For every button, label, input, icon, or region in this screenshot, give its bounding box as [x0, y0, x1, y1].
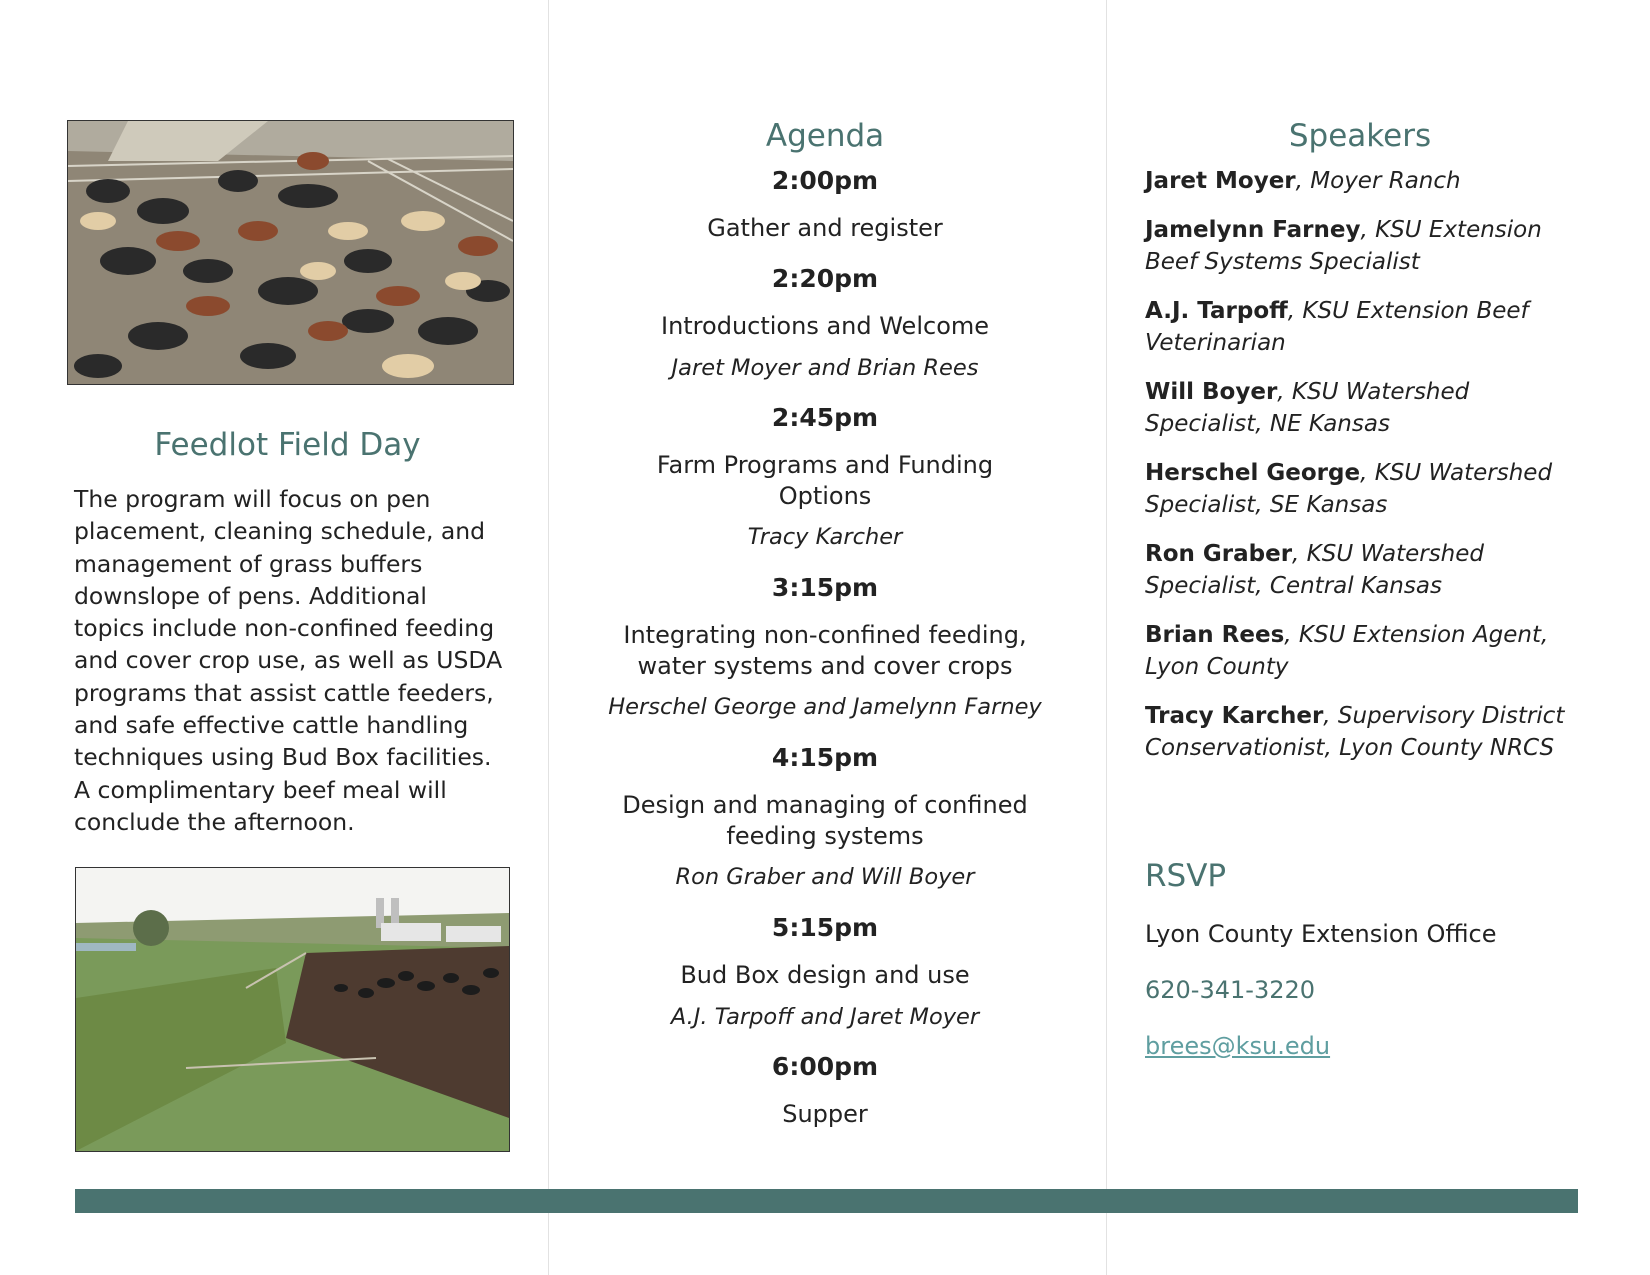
- agenda-heading: Agenda: [765, 118, 885, 154]
- speaker-name: Jaret Moyer: [1145, 168, 1296, 194]
- agenda-time: 3:15pm: [771, 573, 879, 602]
- agenda-item: [565, 403, 1085, 552]
- speaker-role: , KSU Watershed Specialist, NE Kansas: [1145, 379, 1470, 437]
- agenda-session-title: Integrating non-confined feeding, water systems and cover crops: [623, 621, 1027, 680]
- column-divider-right: [1106, 0, 1107, 1275]
- agenda-item: [565, 166, 1085, 244]
- agenda-item: [565, 573, 1085, 722]
- speaker-entry: [1145, 214, 1585, 278]
- speaker-name: Herschel George: [1145, 460, 1361, 486]
- agenda-time: 2:45pm: [771, 403, 879, 432]
- speaker-name: Tracy Karcher: [1145, 703, 1324, 729]
- speaker-entry: [1145, 619, 1585, 683]
- agenda-item: [565, 1052, 1085, 1130]
- feedlot-pens-photo: [75, 867, 510, 1152]
- speaker-role: , KSU Watershed Specialist, Central Kansas: [1145, 541, 1485, 599]
- footer-accent-bar: [75, 1189, 1578, 1213]
- panel-title: Feedlot Field Day: [154, 427, 421, 463]
- speaker-name: Jamelynn Farney: [1145, 217, 1361, 243]
- rsvp-phone: 620-341-3220: [1145, 976, 1316, 1004]
- speaker-entry: [1145, 457, 1585, 521]
- agenda-session-title: Introductions and Welcome: [660, 312, 990, 340]
- feedlot-cattle-photo: [67, 120, 514, 385]
- agenda-session-title: Design and managing of confined feeding systems: [622, 791, 1028, 850]
- agenda-presenter: A.J. Tarpoff and Jaret Moyer: [670, 1003, 980, 1030]
- agenda-presenter: Tracy Karcher: [747, 524, 903, 550]
- speaker-role: , KSU Extension Beef Veterinarian: [1145, 298, 1529, 356]
- program-description: The program will focus on pen placement, cleaning schedule, and management of grass buffers downslope of pens. Additional topics include non-confined feeding and cover crop use, as well as USDA programs that assist cattle feeders, and safe effective cattle handling techniques using Bud Box facilities. A complimentary beef meal will conclude the afternoon.: [74, 485, 503, 836]
- agenda-item: [565, 913, 1085, 1032]
- agenda-presenter: Herschel George and Jamelynn Farney: [608, 694, 1042, 720]
- speaker-entry: [1145, 295, 1585, 359]
- agenda-presenter: Ron Graber and Will Boyer: [675, 864, 975, 890]
- rsvp-email-link[interactable]: brees@ksu.edu: [1145, 1032, 1331, 1060]
- speaker-entry: [1145, 538, 1585, 602]
- agenda-presenter: Jaret Moyer and Brian Rees: [671, 354, 979, 381]
- rsvp-heading: RSVP: [1145, 858, 1227, 894]
- agenda-session-title: Farm Programs and Funding Options: [656, 451, 994, 510]
- agenda-session-title: Supper: [782, 1100, 868, 1128]
- speaker-role: , Moyer Ranch: [1295, 168, 1461, 194]
- agenda-time: 2:20pm: [771, 264, 879, 293]
- speaker-entry: [1145, 376, 1585, 440]
- agenda-session-title: Gather and register: [707, 214, 943, 242]
- column-divider-left: [548, 0, 549, 1275]
- speaker-role: , KSU Extension Agent, Lyon County: [1145, 622, 1549, 680]
- speaker-role: , KSU Watershed Specialist, SE Kansas: [1145, 460, 1553, 518]
- agenda-time: 6:00pm: [771, 1052, 879, 1081]
- agenda-item: [565, 743, 1085, 892]
- agenda-time: 4:15pm: [771, 743, 879, 772]
- speakers-heading: Speakers: [1288, 118, 1432, 154]
- speaker-entry: [1145, 165, 1585, 197]
- speaker-entry: [1145, 700, 1585, 764]
- speaker-role: , Supervisory District Conservationist, Lyon County NRCS: [1145, 703, 1565, 761]
- speaker-name: A.J. Tarpoff: [1145, 298, 1288, 324]
- agenda-time: 5:15pm: [771, 913, 879, 942]
- agenda-item: [565, 264, 1085, 383]
- agenda-time: 2:00pm: [771, 166, 879, 195]
- speaker-name: Will Boyer: [1145, 379, 1278, 405]
- rsvp-office: Lyon County Extension Office: [1145, 920, 1497, 948]
- speaker-name: Ron Graber: [1145, 541, 1293, 567]
- agenda-session-title: Bud Box design and use: [680, 961, 970, 989]
- speaker-name: Brian Rees: [1145, 622, 1285, 648]
- speaker-role: , KSU Extension Beef Systems Specialist: [1145, 217, 1542, 275]
